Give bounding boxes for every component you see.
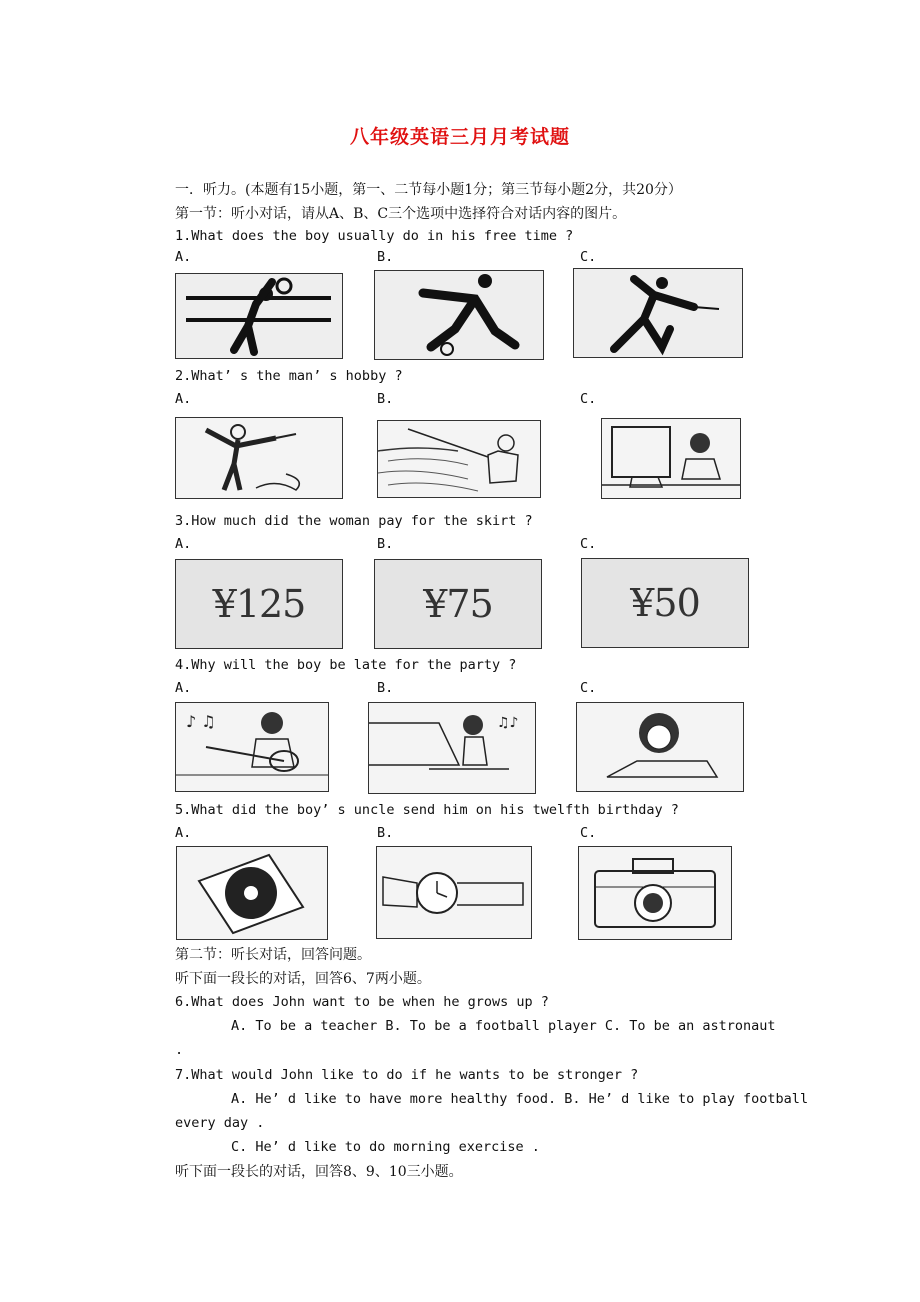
- svg-text:♪ ♫: ♪ ♫: [186, 712, 216, 731]
- question-3: 3.How much did the woman pay for the skirt ?: [175, 513, 533, 529]
- question-6-trail: .: [175, 1042, 184, 1058]
- question-7-options-line3: C. He’ d like to do morning exercise .: [231, 1139, 540, 1155]
- q4-label-c: C.: [580, 680, 597, 696]
- computer-user-icon: [601, 418, 741, 499]
- q1-label-b: B.: [377, 249, 394, 265]
- cd-disc-icon: [176, 846, 328, 940]
- wristwatch-icon: [376, 846, 532, 939]
- part2-intro-8-10: 听下面一段长的对话，回答8、9、10三小题。: [175, 1164, 463, 1180]
- q3-label-a: A.: [175, 536, 192, 552]
- piano-player-icon: [368, 702, 536, 794]
- question-5: 5.What did the boy’ s uncle send him on his twelfth birthday ?: [175, 802, 679, 818]
- q4-label-b: B.: [377, 680, 394, 696]
- soccer-player-icon: [374, 270, 544, 360]
- price-option-b: ¥75: [374, 559, 542, 649]
- question-1: 1.What does the boy usually do in his free time ?: [175, 228, 574, 244]
- question-7-options-line2: every day .: [175, 1115, 265, 1131]
- question-7-options-line1: A. He’ d like to have more healthy food. B. He’ d like to play football: [231, 1091, 809, 1107]
- price-option-a: ¥125: [175, 559, 343, 649]
- question-6-options: A. To be a teacher B. To be a football player C. To be an astronaut: [231, 1018, 776, 1034]
- q5-label-a: A.: [175, 825, 192, 841]
- q5-label-b: B.: [377, 825, 394, 841]
- q4-label-a: A.: [175, 680, 192, 696]
- volleyball-player-icon: [175, 273, 343, 359]
- page-title: 八年级英语三月月考试题: [349, 126, 570, 148]
- fisherman-icon: [377, 420, 541, 498]
- camera-icon: [578, 846, 732, 940]
- part1-instructions: 第一节：听小对话，请从A、B、C三个选项中选择符合对话内容的图片。: [175, 206, 627, 222]
- question-6: 6.What does John want to be when he grows up ?: [175, 994, 549, 1010]
- q2-label-a: A.: [175, 391, 192, 407]
- part2-intro-6-7: 听下面一段长的对话，回答6、7两小题。: [175, 971, 431, 987]
- q1-label-a: A.: [175, 249, 192, 265]
- homework-girl-icon: [576, 702, 744, 792]
- q2-label-c: C.: [580, 391, 597, 407]
- question-7: 7.What would John like to do if he wants to be stronger ?: [175, 1067, 639, 1083]
- part2-heading: 第二节：听长对话，回答问题。: [175, 947, 371, 963]
- q3-label-c: C.: [580, 536, 597, 552]
- q3-label-b: B.: [377, 536, 394, 552]
- question-4: 4.Why will the boy be late for the party ?: [175, 657, 517, 673]
- fencing-player-icon: [573, 268, 743, 358]
- price-option-c: ¥50: [581, 558, 749, 648]
- guitar-player-icon: [175, 702, 329, 792]
- q2-label-b: B.: [377, 391, 394, 407]
- question-2: 2.What’ s the man’ s hobby ?: [175, 368, 403, 384]
- svg-text:♫♪: ♫♪: [497, 715, 519, 731]
- ice-skater-icon: [175, 417, 343, 499]
- q1-label-c: C.: [580, 249, 597, 265]
- section1-heading: 一．听力。(本题有15小题，第一、二节每小题1分；第三节每小题2分，共20分）: [175, 182, 682, 198]
- q5-label-c: C.: [580, 825, 597, 841]
